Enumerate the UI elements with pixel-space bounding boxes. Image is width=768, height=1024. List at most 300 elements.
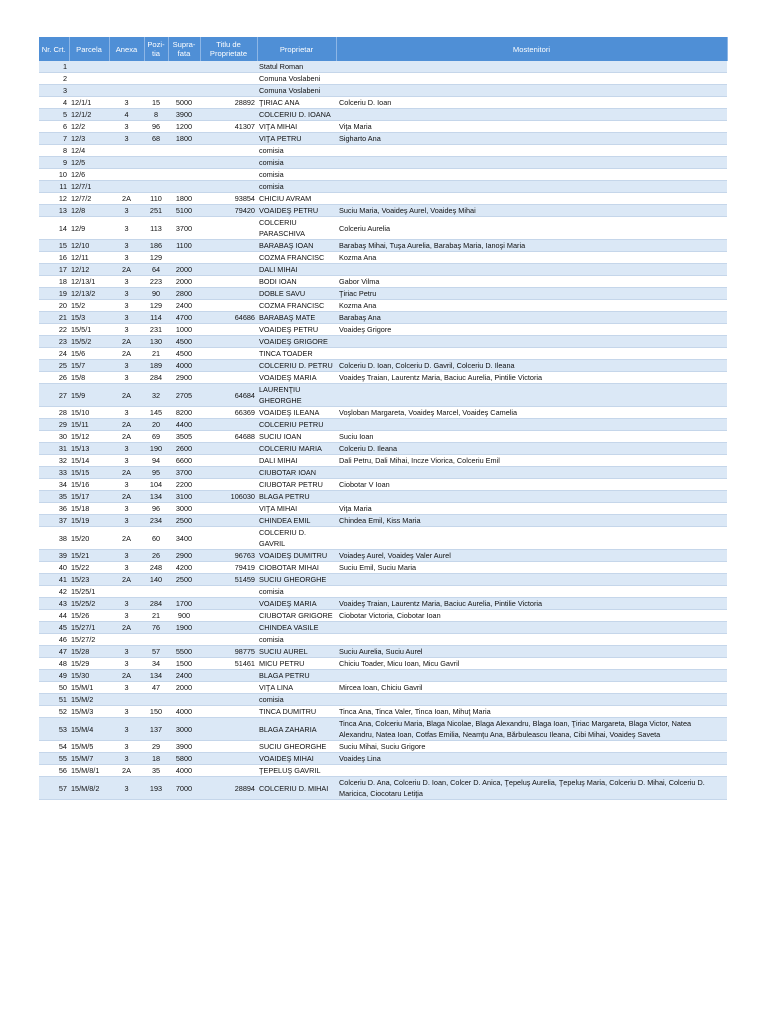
cell-mostenitori: Suciu Mihai, Suciu Grigore: [336, 741, 727, 753]
cell-proprietar: SUCIU GHEORGHE: [257, 574, 336, 586]
table-row: [39, 109, 727, 121]
cell-proprietar: Statul Roman: [257, 61, 336, 73]
inheritance-table: [39, 37, 728, 800]
cell-suprafata: 2200: [168, 479, 200, 491]
cell-suprafata: [168, 634, 200, 646]
cell-parcela: 15/3: [69, 312, 109, 324]
cell-anexa: [109, 157, 144, 169]
cell-pozitia: [144, 61, 168, 73]
cell-anexa: 2A: [109, 491, 144, 503]
cell-mostenitori: Dali Petru, Dali Mihai, Incze Viorica, Colceriu Emil: [336, 455, 727, 467]
header-mostenitori: Mostenitori: [336, 37, 727, 61]
cell-parcela: 15/M/2: [69, 694, 109, 706]
cell-pozitia: [144, 145, 168, 157]
cell-pozitia: 94: [144, 455, 168, 467]
cell-nr: 14: [39, 217, 69, 240]
cell-pozitia: 137: [144, 718, 168, 741]
cell-proprietar: CIOBOTAR MIHAI: [257, 562, 336, 574]
cell-pozitia: 15: [144, 97, 168, 109]
cell-mostenitori: Barabaş Mihai, Tuşa Aurelia, Barabaş Maria, Ianoşi Maria: [336, 240, 727, 252]
cell-parcela: 12/1/2: [69, 109, 109, 121]
table-row: [39, 646, 727, 658]
cell-proprietar: BARABAŞ IOAN: [257, 240, 336, 252]
cell-pozitia: 284: [144, 598, 168, 610]
cell-suprafata: [168, 85, 200, 97]
cell-anexa: 3: [109, 288, 144, 300]
cell-nr: 8: [39, 145, 69, 157]
cell-titlu: [200, 670, 257, 682]
cell-nr: 29: [39, 419, 69, 431]
cell-proprietar: comisia: [257, 157, 336, 169]
cell-anexa: 3: [109, 658, 144, 670]
table-row: [39, 372, 727, 384]
cell-suprafata: 1200: [168, 121, 200, 133]
cell-pozitia: 150: [144, 706, 168, 718]
cell-anexa: 3: [109, 562, 144, 574]
cell-titlu: 51461: [200, 658, 257, 670]
table-row: [39, 443, 727, 455]
cell-suprafata: 5500: [168, 646, 200, 658]
cell-anexa: 3: [109, 97, 144, 109]
header-pozitia: Pozi-tia: [144, 37, 168, 61]
cell-parcela: 12/7/1: [69, 181, 109, 193]
table-row: [39, 240, 727, 252]
cell-parcela: 12/1/1: [69, 97, 109, 109]
cell-anexa: [109, 85, 144, 97]
cell-nr: 2: [39, 73, 69, 85]
table-row: [39, 765, 727, 777]
cell-titlu: [200, 622, 257, 634]
cell-suprafata: 1500: [168, 658, 200, 670]
cell-anexa: 2A: [109, 193, 144, 205]
table-row: [39, 682, 727, 694]
table-row: [39, 550, 727, 562]
cell-mostenitori: [336, 264, 727, 276]
cell-nr: 4: [39, 97, 69, 109]
table-row: [39, 467, 727, 479]
cell-proprietar: CIUBOTAR GRIGORE: [257, 610, 336, 622]
cell-mostenitori: Viţa Maria: [336, 503, 727, 515]
cell-suprafata: 3900: [168, 109, 200, 121]
cell-suprafata: 4700: [168, 312, 200, 324]
cell-suprafata: 1800: [168, 133, 200, 145]
cell-titlu: [200, 515, 257, 527]
cell-nr: 55: [39, 753, 69, 765]
cell-parcela: 15/16: [69, 479, 109, 491]
cell-parcela: 15/25/1: [69, 586, 109, 598]
table-row: [39, 503, 727, 515]
cell-parcela: 15/5/2: [69, 336, 109, 348]
cell-titlu: 64688: [200, 431, 257, 443]
cell-pozitia: 129: [144, 252, 168, 264]
cell-pozitia: 26: [144, 550, 168, 562]
cell-suprafata: 3000: [168, 718, 200, 741]
cell-proprietar: SUCIU IOAN: [257, 431, 336, 443]
cell-pozitia: 64: [144, 264, 168, 276]
cell-mostenitori: Suciu Emil, Suciu Maria: [336, 562, 727, 574]
cell-titlu: [200, 252, 257, 264]
table-row: [39, 658, 727, 670]
cell-titlu: [200, 419, 257, 431]
cell-proprietar: TINCA TOADER: [257, 348, 336, 360]
cell-mostenitori: Suciu Aurelia, Suciu Aurel: [336, 646, 727, 658]
cell-titlu: [200, 145, 257, 157]
table-row: [39, 73, 727, 85]
cell-mostenitori: Chindea Emil, Kiss Maria: [336, 515, 727, 527]
cell-suprafata: 2000: [168, 264, 200, 276]
table-row: [39, 407, 727, 419]
cell-nr: 22: [39, 324, 69, 336]
cell-titlu: [200, 753, 257, 765]
cell-proprietar: VOAIDEŞ GRIGORE: [257, 336, 336, 348]
cell-pozitia: 76: [144, 622, 168, 634]
cell-suprafata: 7000: [168, 777, 200, 800]
cell-nr: 25: [39, 360, 69, 372]
cell-proprietar: BODI IOAN: [257, 276, 336, 288]
cell-anexa: 3: [109, 443, 144, 455]
cell-suprafata: 2000: [168, 276, 200, 288]
cell-proprietar: VOAIDEŞ MARIA: [257, 372, 336, 384]
table-row: [39, 479, 727, 491]
cell-anexa: 3: [109, 503, 144, 515]
cell-anexa: [109, 73, 144, 85]
cell-parcela: 15/20: [69, 527, 109, 550]
cell-proprietar: DALI MIHAI: [257, 264, 336, 276]
cell-mostenitori: Kozma Ana: [336, 300, 727, 312]
cell-parcela: 15/29: [69, 658, 109, 670]
cell-suprafata: 5000: [168, 97, 200, 109]
cell-nr: 24: [39, 348, 69, 360]
table-row: [39, 455, 727, 467]
cell-titlu: [200, 336, 257, 348]
table-row: [39, 574, 727, 586]
cell-proprietar: VOAIDEŞ MIHAI: [257, 753, 336, 765]
cell-nr: 5: [39, 109, 69, 121]
cell-pozitia: 251: [144, 205, 168, 217]
cell-mostenitori: [336, 670, 727, 682]
cell-parcela: 15/25/2: [69, 598, 109, 610]
cell-anexa: 2A: [109, 670, 144, 682]
cell-suprafata: 2705: [168, 384, 200, 407]
cell-parcela: 15/13: [69, 443, 109, 455]
cell-titlu: 28894: [200, 777, 257, 800]
cell-titlu: [200, 240, 257, 252]
cell-anexa: 3: [109, 217, 144, 240]
cell-proprietar: BLAGA PETRU: [257, 491, 336, 503]
cell-pozitia: 47: [144, 682, 168, 694]
cell-nr: 37: [39, 515, 69, 527]
cell-mostenitori: [336, 157, 727, 169]
cell-mostenitori: Colceriu D. Ileana: [336, 443, 727, 455]
cell-anexa: 3: [109, 121, 144, 133]
cell-parcela: 15/10: [69, 407, 109, 419]
cell-nr: 21: [39, 312, 69, 324]
cell-anexa: 3: [109, 276, 144, 288]
cell-pozitia: 140: [144, 574, 168, 586]
cell-suprafata: 6600: [168, 455, 200, 467]
cell-mostenitori: [336, 467, 727, 479]
cell-titlu: [200, 264, 257, 276]
cell-pozitia: 34: [144, 658, 168, 670]
cell-titlu: [200, 73, 257, 85]
cell-nr: 20: [39, 300, 69, 312]
cell-titlu: 66369: [200, 407, 257, 419]
cell-anexa: 3: [109, 706, 144, 718]
table-row: [39, 169, 727, 181]
cell-anexa: 2A: [109, 467, 144, 479]
cell-anexa: 3: [109, 741, 144, 753]
cell-anexa: 3: [109, 455, 144, 467]
cell-titlu: [200, 300, 257, 312]
cell-pozitia: [144, 586, 168, 598]
cell-mostenitori: [336, 193, 727, 205]
cell-pozitia: 60: [144, 527, 168, 550]
cell-mostenitori: [336, 348, 727, 360]
cell-anexa: [109, 634, 144, 646]
cell-mostenitori: [336, 634, 727, 646]
cell-pozitia: 145: [144, 407, 168, 419]
cell-titlu: [200, 586, 257, 598]
cell-proprietar: ŢIRIAC ANA: [257, 97, 336, 109]
cell-anexa: 3: [109, 205, 144, 217]
cell-proprietar: VIŢA LINA: [257, 682, 336, 694]
cell-titlu: [200, 610, 257, 622]
cell-proprietar: CHINDEA VASILE: [257, 622, 336, 634]
table-row: [39, 181, 727, 193]
cell-titlu: [200, 741, 257, 753]
cell-pozitia: 231: [144, 324, 168, 336]
cell-parcela: 15/M/3: [69, 706, 109, 718]
cell-pozitia: 134: [144, 491, 168, 503]
header-proprietar: Proprietar: [257, 37, 336, 61]
table-row: [39, 97, 727, 109]
cell-suprafata: 4000: [168, 765, 200, 777]
table-row: [39, 753, 727, 765]
cell-anexa: 2A: [109, 574, 144, 586]
cell-mostenitori: Colceriu D. Ioan, Colceriu D. Gavril, Colceriu D. Ileana: [336, 360, 727, 372]
cell-suprafata: 1900: [168, 622, 200, 634]
cell-suprafata: 2400: [168, 670, 200, 682]
cell-mostenitori: [336, 73, 727, 85]
cell-anexa: 3: [109, 479, 144, 491]
table-row: [39, 777, 727, 800]
cell-titlu: [200, 157, 257, 169]
cell-nr: 46: [39, 634, 69, 646]
cell-nr: 12: [39, 193, 69, 205]
cell-mostenitori: Suciu Ioan: [336, 431, 727, 443]
cell-titlu: [200, 109, 257, 121]
cell-suprafata: 8200: [168, 407, 200, 419]
cell-parcela: 15/26: [69, 610, 109, 622]
cell-nr: 47: [39, 646, 69, 658]
cell-nr: 44: [39, 610, 69, 622]
cell-pozitia: 134: [144, 670, 168, 682]
cell-anexa: 3: [109, 324, 144, 336]
cell-anexa: 3: [109, 718, 144, 741]
cell-parcela: [69, 73, 109, 85]
cell-parcela: 15/7: [69, 360, 109, 372]
header-nr: Nr. Crt.: [39, 37, 69, 61]
cell-proprietar: COLCERIU PETRU: [257, 419, 336, 431]
cell-nr: 35: [39, 491, 69, 503]
cell-parcela: 15/M/8/1: [69, 765, 109, 777]
cell-suprafata: 3505: [168, 431, 200, 443]
cell-mostenitori: [336, 85, 727, 97]
cell-mostenitori: Sigharto Ana: [336, 133, 727, 145]
cell-anexa: 3: [109, 407, 144, 419]
cell-nr: 52: [39, 706, 69, 718]
cell-suprafata: 4500: [168, 348, 200, 360]
cell-mostenitori: Voşloban Margareta, Voaideş Marcel, Voaideş Camelia: [336, 407, 727, 419]
cell-proprietar: COLCERIU MARIA: [257, 443, 336, 455]
cell-mostenitori: [336, 527, 727, 550]
cell-titlu: [200, 217, 257, 240]
table-row: [39, 706, 727, 718]
cell-anexa: [109, 169, 144, 181]
cell-proprietar: comisia: [257, 694, 336, 706]
cell-proprietar: COLCERIU D. MIHAI: [257, 777, 336, 800]
cell-anexa: 3: [109, 550, 144, 562]
table-header: [39, 37, 727, 61]
table-row: [39, 61, 727, 73]
cell-pozitia: 223: [144, 276, 168, 288]
cell-parcela: 15/M/8/2: [69, 777, 109, 800]
cell-titlu: [200, 443, 257, 455]
cell-proprietar: COLCERIU D. GAVRIL: [257, 527, 336, 550]
cell-proprietar: COLCERIU D. IOANA: [257, 109, 336, 121]
cell-pozitia: 57: [144, 646, 168, 658]
cell-mostenitori: [336, 491, 727, 503]
cell-pozitia: 113: [144, 217, 168, 240]
cell-pozitia: 69: [144, 431, 168, 443]
header-titlu: Titlu de Proprietate: [200, 37, 257, 61]
cell-pozitia: 8: [144, 109, 168, 121]
cell-pozitia: 234: [144, 515, 168, 527]
cell-nr: 34: [39, 479, 69, 491]
cell-pozitia: 21: [144, 348, 168, 360]
cell-suprafata: 3400: [168, 527, 200, 550]
cell-nr: 54: [39, 741, 69, 753]
table-row: [39, 121, 727, 133]
cell-parcela: 15/5/1: [69, 324, 109, 336]
cell-parcela: 15/M/1: [69, 682, 109, 694]
cell-anexa: 2A: [109, 384, 144, 407]
cell-titlu: [200, 348, 257, 360]
cell-proprietar: VOAIDEŞ PETRU: [257, 205, 336, 217]
cell-anexa: 3: [109, 682, 144, 694]
cell-anexa: 2A: [109, 348, 144, 360]
cell-nr: 18: [39, 276, 69, 288]
cell-titlu: 64684: [200, 384, 257, 407]
cell-nr: 23: [39, 336, 69, 348]
cell-nr: 16: [39, 252, 69, 264]
cell-parcela: 15/9: [69, 384, 109, 407]
cell-anexa: 3: [109, 312, 144, 324]
cell-proprietar: LAURENŢIU GHEORGHE: [257, 384, 336, 407]
cell-nr: 48: [39, 658, 69, 670]
cell-mostenitori: Colceriu Aurelia: [336, 217, 727, 240]
cell-nr: 27: [39, 384, 69, 407]
cell-parcela: 12/10: [69, 240, 109, 252]
cell-mostenitori: Voaideş Traian, Laurentz Maria, Baciuc Aurelia, Pintilie Victoria: [336, 598, 727, 610]
cell-titlu: 106030: [200, 491, 257, 503]
cell-parcela: 12/8: [69, 205, 109, 217]
cell-anexa: 3: [109, 753, 144, 765]
cell-nr: 51: [39, 694, 69, 706]
cell-proprietar: MICU PETRU: [257, 658, 336, 670]
cell-proprietar: Comuna Voslabeni: [257, 85, 336, 97]
cell-parcela: 15/21: [69, 550, 109, 562]
cell-pozitia: 29: [144, 741, 168, 753]
cell-suprafata: [168, 694, 200, 706]
cell-suprafata: 4000: [168, 360, 200, 372]
table-row: [39, 610, 727, 622]
cell-suprafata: 4500: [168, 336, 200, 348]
cell-parcela: 12/12: [69, 264, 109, 276]
cell-nr: 3: [39, 85, 69, 97]
cell-mostenitori: Ciobotar Victoria, Ciobotar Ioan: [336, 610, 727, 622]
cell-mostenitori: Voaideş Grigore: [336, 324, 727, 336]
cell-pozitia: 32: [144, 384, 168, 407]
cell-proprietar: VOAIDEŞ PETRU: [257, 324, 336, 336]
cell-mostenitori: Kozma Ana: [336, 252, 727, 264]
table-row: [39, 145, 727, 157]
cell-proprietar: ŢEPELUŞ GAVRIL: [257, 765, 336, 777]
cell-titlu: 51459: [200, 574, 257, 586]
table-row: [39, 670, 727, 682]
cell-proprietar: comisia: [257, 634, 336, 646]
table-row: [39, 252, 727, 264]
cell-mostenitori: Ţiriac Petru: [336, 288, 727, 300]
table-row: [39, 384, 727, 407]
cell-titlu: [200, 527, 257, 550]
cell-parcela: 15/2: [69, 300, 109, 312]
cell-titlu: 98775: [200, 646, 257, 658]
cell-nr: 50: [39, 682, 69, 694]
table-row: [39, 348, 727, 360]
cell-anexa: 3: [109, 598, 144, 610]
cell-mostenitori: Ciobotar V Ioan: [336, 479, 727, 491]
header-suprafata: Supra-fata: [168, 37, 200, 61]
cell-pozitia: [144, 85, 168, 97]
cell-parcela: 15/M/5: [69, 741, 109, 753]
cell-suprafata: 2400: [168, 300, 200, 312]
cell-proprietar: TINCA DUMITRU: [257, 706, 336, 718]
cell-suprafata: [168, 252, 200, 264]
cell-pozitia: 96: [144, 121, 168, 133]
cell-parcela: 15/22: [69, 562, 109, 574]
cell-mostenitori: [336, 61, 727, 73]
cell-titlu: [200, 133, 257, 145]
cell-proprietar: comisia: [257, 145, 336, 157]
table-row: [39, 193, 727, 205]
cell-anexa: 2A: [109, 765, 144, 777]
cell-suprafata: 5800: [168, 753, 200, 765]
cell-suprafata: 2900: [168, 372, 200, 384]
cell-proprietar: BARABAŞ MATE: [257, 312, 336, 324]
cell-suprafata: [168, 61, 200, 73]
header-anexa: Anexa: [109, 37, 144, 61]
cell-nr: 30: [39, 431, 69, 443]
cell-proprietar: COZMA FRANCISC: [257, 300, 336, 312]
cell-suprafata: [168, 169, 200, 181]
cell-pozitia: [144, 694, 168, 706]
cell-nr: 40: [39, 562, 69, 574]
cell-mostenitori: [336, 574, 727, 586]
cell-mostenitori: Tinca Ana, Colceriu Maria, Blaga Nicolae, Blaga Alexandru, Blaga Ioan, Ţiriac Margareta, Blaga Victor, Natea Alexandru, Natea Ioan, Cotfas Emilia, Neamţu Ana, Bărbuleascu Ileana, Cibi Mihai, Voaideş Saveta: [336, 718, 727, 741]
cell-proprietar: comisia: [257, 586, 336, 598]
cell-nr: 53: [39, 718, 69, 741]
